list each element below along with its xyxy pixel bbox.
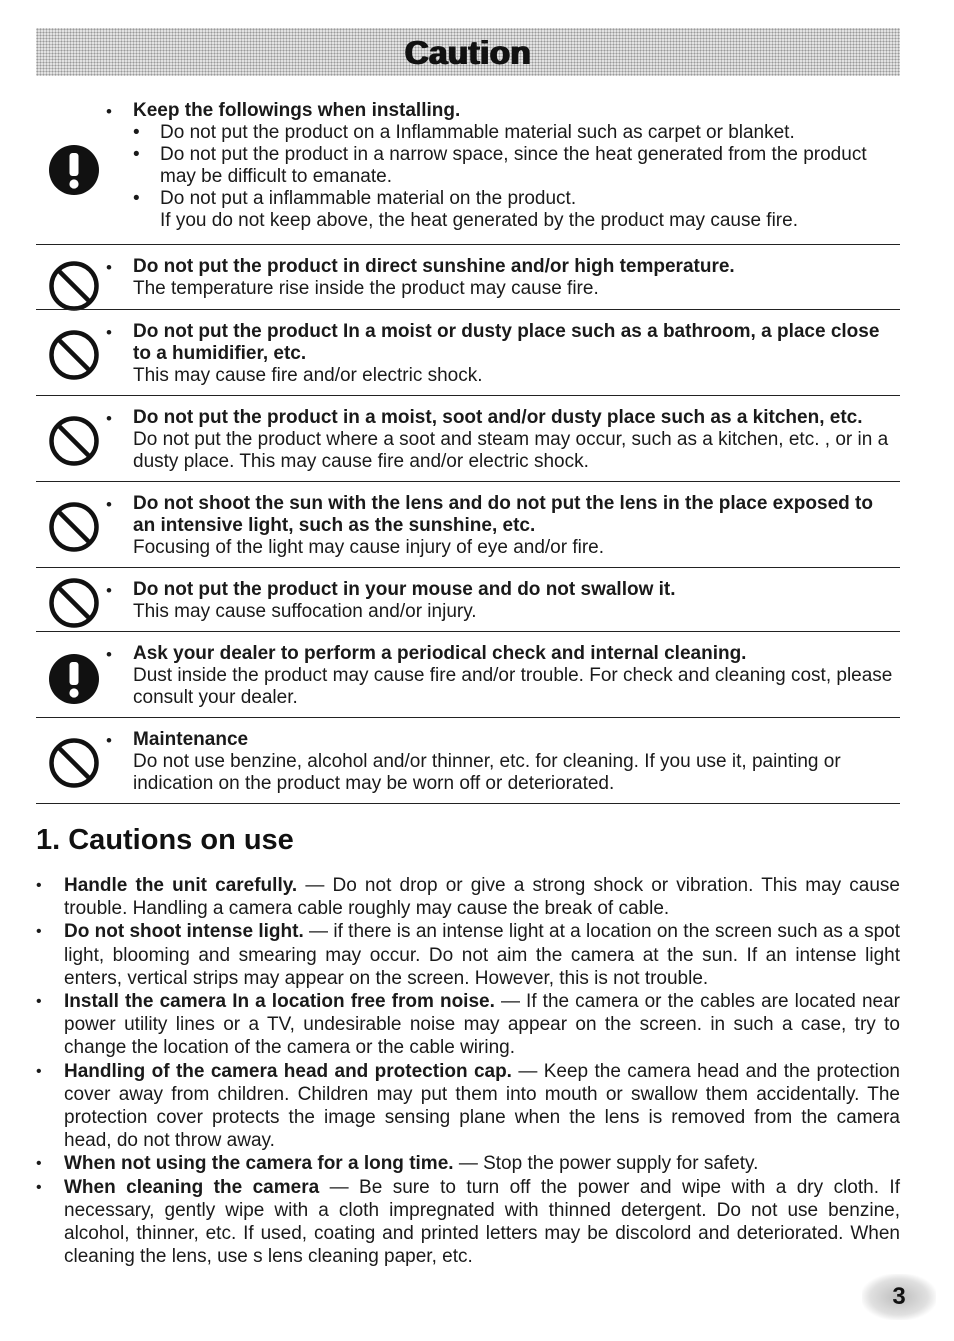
list-item xyxy=(36,1152,900,1175)
section-title: 1. Cautions on use xyxy=(36,824,294,856)
bullet: • xyxy=(106,645,112,664)
bullet: • xyxy=(106,323,112,342)
bullet: • xyxy=(106,258,112,277)
caution-item-sun-lens xyxy=(36,493,900,563)
prohibited-icon xyxy=(48,329,100,381)
list-item-text: — If the camera or the cables are located near power utility lines or a TV, undesirable noise may appear on the screen. in such a case, try to change the location of the camera or the cable wiring. xyxy=(64,991,900,1059)
bullet: • xyxy=(106,581,112,600)
caution-heading: Keep the followings when installing. xyxy=(133,100,461,121)
caution-heading: Maintenance xyxy=(133,729,249,750)
caution-body: Focusing of the light may cause injury of eye and/or fire. xyxy=(133,537,605,558)
page-number-badge xyxy=(862,1274,936,1320)
bullet: • xyxy=(106,731,112,750)
bullet: • xyxy=(106,409,112,428)
list-item-lead: When not using the camera for a long time. xyxy=(64,1153,454,1175)
prohibited-icon xyxy=(48,577,100,629)
caution-body: This may cause suffocation and/or injury. xyxy=(133,601,477,622)
list-item-text: — Keep the camera head and the protection cover away from children. Children may put them into mouth or swallow them accidentally. The protection cover protects the image sensing plane when the lens is removed from the camera head, do not throw away. xyxy=(64,1060,900,1152)
caution-heading: Do not put the product in your mouse and do not swallow it. xyxy=(133,579,676,600)
caution-body: Dust inside the product may cause fire and/or trouble. For check and cleaning cost, please consult your dealer. xyxy=(133,665,893,708)
caution-body: Do not put the product where a soot and steam may occur, such as a kitchen, etc. , or in a dusty place. This may cause fire and/or electric shock. xyxy=(133,429,889,472)
caution-item-maintenance xyxy=(36,729,900,799)
caution-item-periodical-check xyxy=(36,643,900,713)
list-item-lead: Handle the unit carefully. xyxy=(64,875,298,896)
caution-item-kitchen xyxy=(36,407,900,477)
divider xyxy=(36,803,900,804)
prohibited-icon xyxy=(48,415,100,467)
divider xyxy=(36,631,900,632)
caution-sub-item: • Do not put the product in a narrow space, since the heat generated from the product may be difficult to emanate. xyxy=(133,144,900,188)
caution-sub-item: • Do not put the product on a Inflammable material such as carpet or blanket. xyxy=(133,122,900,144)
list-item-lead: Handling of the camera head and protection cap. xyxy=(64,1060,512,1082)
caution-item-bathroom xyxy=(36,321,900,391)
caution-heading: Ask your dealer to perform a periodical check and internal cleaning. xyxy=(133,643,747,664)
prohibited-icon xyxy=(48,737,100,789)
divider xyxy=(36,481,900,482)
caution-note: If you do not keep above, the heat generated by the product may cause fire. xyxy=(160,210,798,231)
divider xyxy=(36,567,900,568)
caution-heading: Do not put the product in direct sunshine and/or high temperature. xyxy=(133,256,735,277)
list-item xyxy=(36,1176,900,1269)
list-item-lead: Install the camera In a location free from noise. xyxy=(64,991,495,1013)
caution-body: The temperature rise inside the product may cause fire. xyxy=(133,278,599,299)
list-item xyxy=(36,874,900,920)
caution-body: This may cause fire and/or electric shock. xyxy=(133,365,483,386)
bullet: • xyxy=(106,102,112,121)
caution-item-installing xyxy=(36,100,900,240)
divider xyxy=(36,395,900,396)
caution-sub-item: • Do not put a inflammable material on the product. xyxy=(133,188,900,210)
caution-banner xyxy=(36,28,900,76)
list-item-lead: When cleaning the camera xyxy=(64,1176,320,1198)
prohibited-icon xyxy=(48,501,100,553)
list-item-text: — Be sure to turn off the power and wipe with a dry cloth. If necessary, gently wipe with a cloth impregnated with thinned detergent. Do not use benzine, alcohol, thinner, etc. If used, coating and printed letters may be discolord and deteriorated. When cleaning the lens, use s lens cleaning paper, etc. xyxy=(64,1176,900,1268)
divider xyxy=(36,717,900,718)
list-item xyxy=(36,920,900,990)
list-item-text: — if there is an intense light at a location on the screen such as a spot light, blooming and smearing may occur. Do not aim the camera at the sun. If an intense light enters, vertical strips may appear on the screen. However, this is not trouble. xyxy=(64,921,900,989)
page-number: 3 xyxy=(892,1283,906,1310)
list-item xyxy=(36,1060,900,1153)
bullet: • xyxy=(106,495,112,514)
prohibited-icon xyxy=(48,260,100,312)
list-item-text: — Stop the power supply for safety. xyxy=(453,1153,759,1175)
cautions-on-use-list xyxy=(36,874,900,1268)
mandatory-icon xyxy=(48,144,100,196)
caution-body: Do not use benzine, alcohol and/or thinner, etc. for cleaning. If you use it, painting or indication on the product may be worn off or deteriorated. xyxy=(133,751,841,794)
list-item-lead: Do not shoot intense light. xyxy=(64,921,304,943)
caution-heading: Do not shoot the sun with the lens and do not put the lens in the place exposed to an intensive light, such as the sunshine, etc. xyxy=(133,493,873,536)
caution-item-sunshine xyxy=(36,256,900,306)
banner-title: Caution xyxy=(404,34,532,71)
list-item-text: — Do not drop or give a strong shock or vibration. This may cause trouble. Handling a camera cable roughly may cause the break of cable. xyxy=(64,875,900,920)
caution-heading: Do not put the product in a moist, soot and/or dusty place such as a kitchen, etc. xyxy=(133,407,863,428)
divider xyxy=(36,244,900,245)
caution-heading: Do not put the product In a moist or dusty place such as a bathroom, a place close to a humidifier, etc. xyxy=(133,321,880,364)
mandatory-icon xyxy=(48,653,100,705)
divider xyxy=(36,309,900,310)
caution-item-swallow xyxy=(36,579,900,629)
list-item xyxy=(36,990,900,1060)
